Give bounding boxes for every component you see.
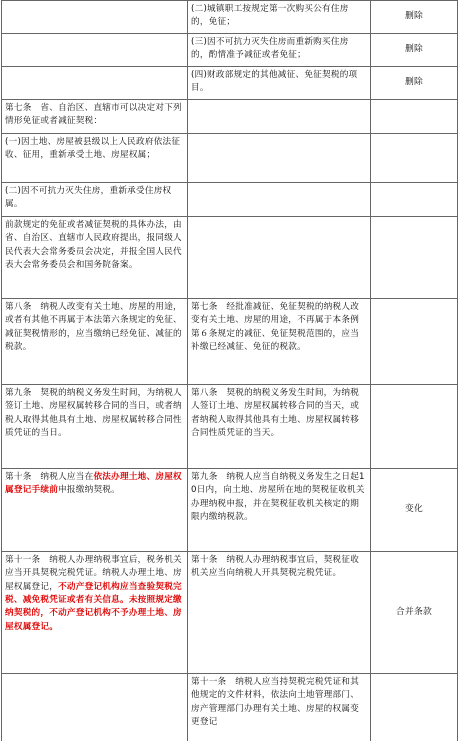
old-text-cell: 前款规定的免征或者减征契税的具体办法，由省、自治区、直辖市人民政府提出，报同级人民代表大会常务委员会决定，并报全国人民代表大会常务委员会和国务院备案。 [2,217,188,299]
table-row [2,34,458,67]
table-row [2,1,458,34]
old-text-plain: 申报缴纳契税。 [58,485,120,496]
old-text-cell [2,34,188,67]
table-row [2,469,458,552]
change-note-cell [371,299,458,385]
change-note-cell: 合并条款 [371,552,458,674]
change-note-cell [371,385,458,469]
new-text-cell: 第十一条 纳税人应当持契税完税凭证和其他规定的文件材料，依法向土地管理部门、房产管理部门办理有关土地、房屋的权属变更登记 [188,674,371,741]
highlighted-change-text: 不动产登记机构应当查验契税完税、减免税凭证或者有关信息。未按照规定缴纳契税的，不动产登记机构不予办理土地、房屋权属登记。 [5,581,182,632]
new-text-cell: (二)城镇职工按规定第一次购买公有住房的，免征； [188,1,371,34]
change-note-cell [371,183,458,217]
comparison-table [1,0,458,741]
table-row [2,67,458,100]
new-text-cell: 第十条 纳税人办理纳税事宜后，契税征收机关应当向纳税人开具契税完税凭证。 [188,552,371,674]
old-text-cell: (一)因土地、房屋被县级以上人民政府依法征收、征用，重新承受土地、房屋权属； [2,134,188,183]
old-text-cell [2,1,188,34]
old-text-cell: 第七条 省、自治区、直辖市可以决定对下列情形免征或者减征契税： [2,100,188,134]
old-text-cell [2,552,188,674]
table-row [2,217,458,299]
new-text-cell: (四)财政部规定的其他减征、免征契税的项目。 [188,67,371,100]
table-row [2,385,458,469]
table-row [2,134,458,183]
old-text-cell: 第八条 纳税人改变有关土地、房屋的用途，或者有其他不再属于本法第六条规定的免征、减征契税情形的，应当缴纳已经免征、减征的税款。 [2,299,188,385]
old-text-cell [2,469,188,552]
new-text-cell [188,134,371,183]
new-text-cell [188,183,371,217]
change-note-cell: 删除 [371,67,458,100]
new-text-cell: (三)因不可抗力灭失住房而重新购买住房的，酌情准予减征或者免征； [188,34,371,67]
table-row [2,100,458,134]
new-text-cell: 第八条 契税的纳税义务发生时间，为纳税人签订土地、房屋权属转移合同的当天，或者纳税人取得其他具有土地、房屋权属转移合同性质凭证的当天。 [188,385,371,469]
change-note-cell [371,217,458,299]
old-text-cell: 第九条 契税的纳税义务发生时间，为纳税人签订土地、房屋权属转移合同的当日，或者纳税人取得其他具有土地、房屋权属转移合同性质凭证的当日。 [2,385,188,469]
new-text-cell [188,100,371,134]
change-note-cell: 删除 [371,34,458,67]
new-text-cell [188,217,371,299]
highlighted-change-text: 依法办理土地、房屋权属登记手续前 [5,472,182,496]
table-row [2,299,458,385]
new-text-cell: 第七条 经批准减征、免征契税的纳税人改变有关土地、房屋的用途，不再属于本条例第６条规定的减征、免征契税范围的，应当补缴已经减征、免征的税款。 [188,299,371,385]
old-text-cell [2,674,188,741]
table-row [2,674,458,741]
change-note-cell [371,100,458,134]
table-row [2,183,458,217]
old-text-cell [2,67,188,100]
old-text-cell: (二)因不可抗力灭失住房，重新承受住房权属。 [2,183,188,217]
change-note-cell: 删除 [371,1,458,34]
change-note-cell: 变化 [371,469,458,552]
old-text-plain: 第十条 纳税人应当在 [5,472,94,482]
new-text-cell: 第九条 纳税人应当自纳税义务发生之日起10日内，向土地、房屋所在地的契税征收机关办理纳税申报，并在契税征收机关核定的期限内缴纳税款。 [188,469,371,552]
table-row [2,552,458,674]
change-note-cell [371,134,458,183]
change-note-cell [371,674,458,741]
old-text-plain: 第十一条 纳税人办理纳税事宜后，税务机关应当开具契税完税凭证。纳税人办理土地、房屋权属登记， [5,555,182,592]
